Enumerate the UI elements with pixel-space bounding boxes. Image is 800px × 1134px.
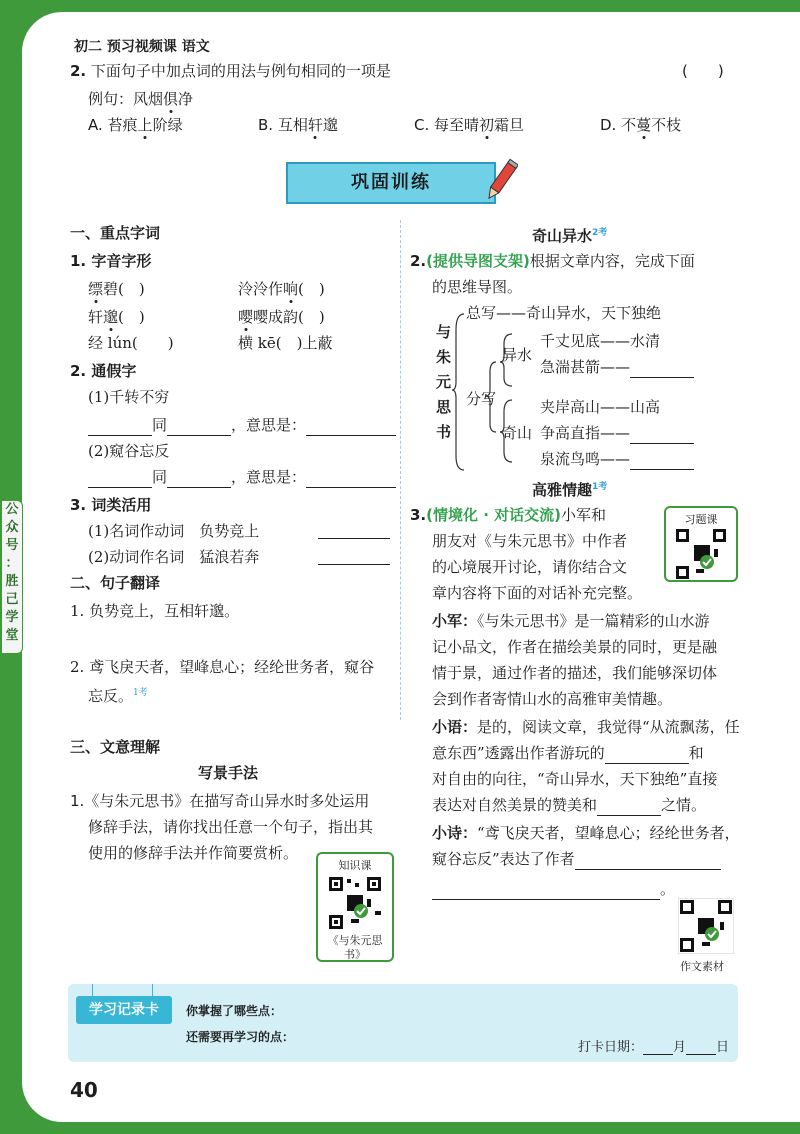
answer-blank[interactable] xyxy=(318,546,390,565)
study-record-tag: 学习记录卡 xyxy=(76,996,172,1024)
answer-paren[interactable]: ( ) xyxy=(682,62,724,80)
question-title: 3. 词类活用 xyxy=(70,496,152,514)
side-tab xyxy=(2,500,23,654)
option-b[interactable]: B. 互相轩邈 xyxy=(258,116,338,134)
cilei-item: (1)名词作动词 负势竞上 xyxy=(88,522,260,540)
dialogue-line: 小诗：“鸢飞戾天者，望峰息心；经纶世务者， xyxy=(432,824,740,842)
side-char: 号 xyxy=(5,538,19,553)
question-text: 3.(情境化 · 对话交流)小军和 xyxy=(410,506,607,524)
pinyin-item[interactable]: 横 kē( )上蔽 xyxy=(238,334,333,352)
qr-card[interactable] xyxy=(316,852,394,962)
mindmap-total: 总写——奇山异水，天下独绝 xyxy=(466,304,662,322)
qr-code-icon xyxy=(674,527,728,581)
dialogue-line: 对自由的向往，“奇山异水，天下独绝”直接 xyxy=(432,770,718,788)
example-sentence: 例句：风烟俱净 xyxy=(88,90,194,108)
mindmap-leaf[interactable]: 泉流鸟鸣—— xyxy=(540,448,694,470)
option-c[interactable]: C. 每至晴初霜旦 xyxy=(414,116,525,134)
side-char: 胜 xyxy=(5,574,19,589)
option-a[interactable]: A. 苔痕上阶绿 xyxy=(88,116,183,134)
question-text: 修辞手法，请你找出任意一个句子，指出其 xyxy=(88,818,374,836)
qr-label: 习题课 xyxy=(682,511,721,527)
question-text: 2.(提供导图支架)根据文章内容，完成下面 xyxy=(410,252,695,270)
dialogue-line[interactable]: 意东西”透露出作者游玩的 和 xyxy=(432,744,704,762)
qr-card[interactable] xyxy=(664,506,738,582)
dialogue-line[interactable]: 窥谷忘反”表达了作者 xyxy=(432,848,721,870)
section-heading: 一、重点字词 xyxy=(70,224,161,242)
pinyin-item[interactable]: 经 lún( ) xyxy=(88,334,174,352)
side-char: 堂 xyxy=(5,628,19,643)
mindmap-root: 与 朱 元 思 书 xyxy=(436,323,452,441)
dialogue-line: 会到作者寄情山水的高雅审美情趣。 xyxy=(432,690,673,708)
dialogue-line[interactable]: 。 xyxy=(432,878,675,900)
qr-code-icon[interactable] xyxy=(678,898,734,954)
qr-caption: 作文素材 xyxy=(680,960,724,973)
question-text: 的心境展开讨论，请你结合文 xyxy=(432,558,628,576)
question-text: 朋友对《与朱元思书》中作者 xyxy=(432,532,628,550)
section-heading: 三、文意理解 xyxy=(70,738,161,756)
tongjia-answer[interactable]: 同 ，意思是： xyxy=(88,414,396,436)
mindmap-fenxie: 分写 xyxy=(466,390,497,408)
pinyin-item[interactable]: 嘤嘤成韵( ) xyxy=(238,308,325,326)
checkin-date[interactable]: 打卡日期： 月 日 xyxy=(578,1040,730,1055)
question-text: 使用的修辞手法并作简要赏析。 xyxy=(88,844,299,862)
translation-item: 1. 负势竞上，互相轩邈。 xyxy=(70,602,240,620)
pinyin-item[interactable]: 缥碧( ) xyxy=(88,280,145,298)
dialogue-line: 小军：《与朱元思书》是一篇精彩的山水游 xyxy=(432,612,710,630)
qr-caption: 《与朱元思书》 xyxy=(327,934,383,961)
question-title: 1. 字音字形 xyxy=(70,252,152,270)
dialogue-line: 记小品文，作者在描绘美景的同时，更是融 xyxy=(432,638,718,656)
section-heading: 二、句子翻译 xyxy=(70,574,161,592)
tongjia-answer[interactable]: 同 ，意思是： xyxy=(88,466,396,488)
qr-label: 知识课 xyxy=(336,857,375,873)
qr-code-icon xyxy=(327,875,383,931)
sub-heading: 高雅情趣$^{1考}$ xyxy=(532,481,608,499)
record-line[interactable]: 你掌握了哪些点： xyxy=(186,1004,283,1018)
question-title: 2. 通假字 xyxy=(70,362,137,380)
mindmap-leaf[interactable]: 急湍甚箭—— xyxy=(540,356,694,378)
question-text: 的思维导图。 xyxy=(432,278,523,296)
mindmap-yishui: 异水 xyxy=(502,346,533,364)
question-text: 章内容将下面的对话补充完整。 xyxy=(432,584,643,602)
answer-blank[interactable] xyxy=(318,520,390,539)
tag-hanger xyxy=(152,984,157,998)
side-char: 公 xyxy=(5,502,19,517)
sub-heading: 奇山异水$^{2考}$ xyxy=(532,227,608,245)
record-line[interactable]: 还需要再学习的点： xyxy=(186,1030,295,1044)
mindmap-leaf: 夹岸高山——山高 xyxy=(540,398,661,416)
side-char: 学 xyxy=(5,610,19,625)
section-banner: 巩固训练 xyxy=(286,162,496,204)
pencil-icon xyxy=(484,156,518,206)
side-char: 众 xyxy=(5,520,19,535)
dialogue-line: 小语：是的，阅读文章，我觉得“从流飘荡，任 xyxy=(432,718,740,736)
mindmap-leaf: 千丈见底——水清 xyxy=(540,332,661,350)
top-question-stem: 2. 下面句子中加点词的用法与例句相同的一项是 xyxy=(70,62,391,80)
dialogue-line[interactable]: 表达对自然美景的赞美和 之情。 xyxy=(432,796,707,814)
question-text: 1.《与朱元思书》在描写奇山异水时多处运用 xyxy=(70,792,370,810)
translation-item: 忘反。$^{1考}$ xyxy=(88,687,148,705)
cilei-item: (2)动词作名词 猛浪若奔 xyxy=(88,548,260,566)
pinyin-item[interactable]: 轩邈( ) xyxy=(88,308,145,326)
column-divider xyxy=(400,220,401,720)
tongjia-item: (2)窥谷忘反 xyxy=(88,442,170,460)
mindmap-leaf[interactable]: 争高直指—— xyxy=(540,422,694,444)
side-char: ： xyxy=(5,556,19,571)
tongjia-item: (1)千转不穷 xyxy=(88,388,170,406)
mindmap-qishan: 奇山 xyxy=(502,424,533,442)
side-char: 己 xyxy=(5,592,19,607)
dialogue-line: 情于景，通过作者的描述，我们能够深切体 xyxy=(432,664,718,682)
header-title: 初二 预习视频课 语文 xyxy=(74,39,210,55)
translation-item: 2. 鸢飞戾天者，望峰息心；经纶世务者，窥谷 xyxy=(70,658,375,676)
tag-hanger xyxy=(92,984,97,998)
pinyin-item[interactable]: 泠泠作响( ) xyxy=(238,280,325,298)
sub-heading: 写景手法 xyxy=(198,764,259,782)
option-d[interactable]: D. 不蔓不枝 xyxy=(600,116,682,134)
page-number: 40 xyxy=(70,1078,98,1102)
